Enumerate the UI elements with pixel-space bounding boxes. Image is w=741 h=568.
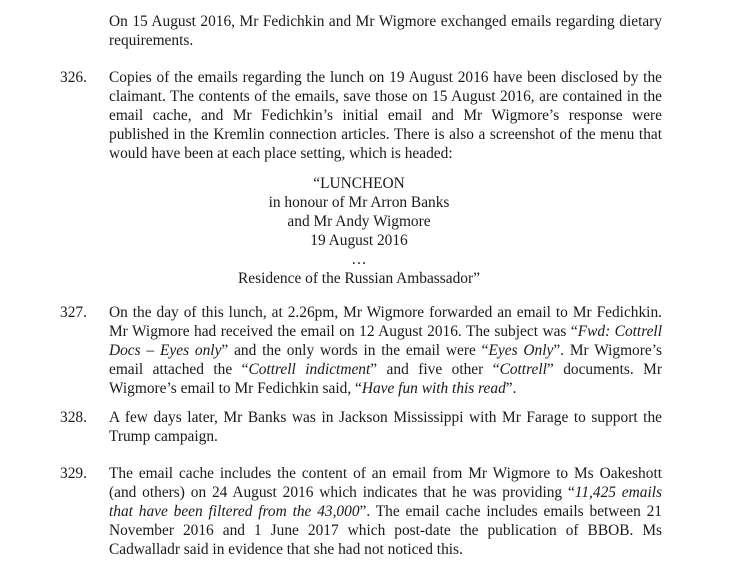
menu-line-wigmore: and Mr Andy Wigmore	[287, 213, 431, 231]
menu-line-luncheon: “LUNCHEON	[313, 175, 405, 192]
p327-cottrell: Cottrell	[499, 361, 547, 379]
menu-line-ellipsis: …	[351, 251, 367, 269]
paragraph-327	[109, 303, 662, 398]
paragraph-number-326: 326.	[60, 69, 87, 86]
menu-quote	[109, 174, 609, 289]
paragraph-number-329: 329.	[60, 465, 87, 482]
p327-have-fun: Have fun with this read	[361, 380, 506, 398]
paragraph-329	[109, 464, 662, 559]
p327-text-6: ”.	[505, 380, 517, 398]
menu-line-residence: Residence of the Russian Ambassador”	[238, 270, 480, 288]
menu-line-date: 19 August 2016	[310, 232, 408, 250]
p329-text-1: The email cache includes the content of an email from Mr Wigmore to Ms Oakeshott (and others) on 24 August 2016 which indicates that he was providing “	[109, 465, 662, 502]
p327-text-4: ” and five other “	[370, 361, 500, 379]
intro-paragraph: On 15 August 2016, Mr Fedichkin and Mr Wigmore exchanged emails regarding dietary requirements.	[109, 13, 662, 50]
p329-emails-quote: 11,425 emails that have been filtered from the 43,000	[109, 484, 662, 521]
menu-line-honour: in honour of Mr Arron Banks	[268, 194, 450, 212]
paragraph-326: Copies of the emails regarding the lunch on 19 August 2016 have been disclosed by the claimant. The contents of the emails, save those on 15 August 2016, are contained in the email cache, and Mr Fedichkin’s initial email and Mr Wigmore’s response were published in the Kremlin connection articles. There is also a screenshot of the menu that would have been at each place setting, which is headed:	[109, 69, 662, 163]
p327-text-3: ”. Mr Wigmore’s email attached the “	[109, 342, 662, 379]
p329-text-2: ”. The email cache includes emails between 21 November 2016 and 1 June 2017 which post-date the publication of BBOB. Ms Cadwalladr said in evidence that she had not noticed this.	[109, 503, 662, 559]
p327-text-1: On the day of this lunch, at 2.26pm, Mr Wigmore forwarded an email to Mr Fedichkin. Mr Wigmore had received the email on 12 August 2016. The subject was “	[109, 304, 662, 341]
paragraph-328: A few days later, Mr Banks was in Jackson Mississippi with Mr Farage to support the Trump campaign.	[109, 409, 662, 446]
paragraph-number-328: 328.	[60, 409, 87, 426]
p327-text-2: ” and the only words in the email were “	[221, 342, 489, 360]
paragraph-number-327: 327.	[60, 304, 87, 321]
p327-eyes-only: Eyes Only	[488, 342, 554, 360]
p327-text-5: ” documents. Mr Wigmore’s email to Mr Fedichkin said, “	[109, 361, 662, 398]
p327-email-subject: Fwd: Cottrell Docs – Eyes only	[109, 323, 662, 360]
p327-cottrell-indictment: Cottrell indictment	[248, 361, 371, 379]
